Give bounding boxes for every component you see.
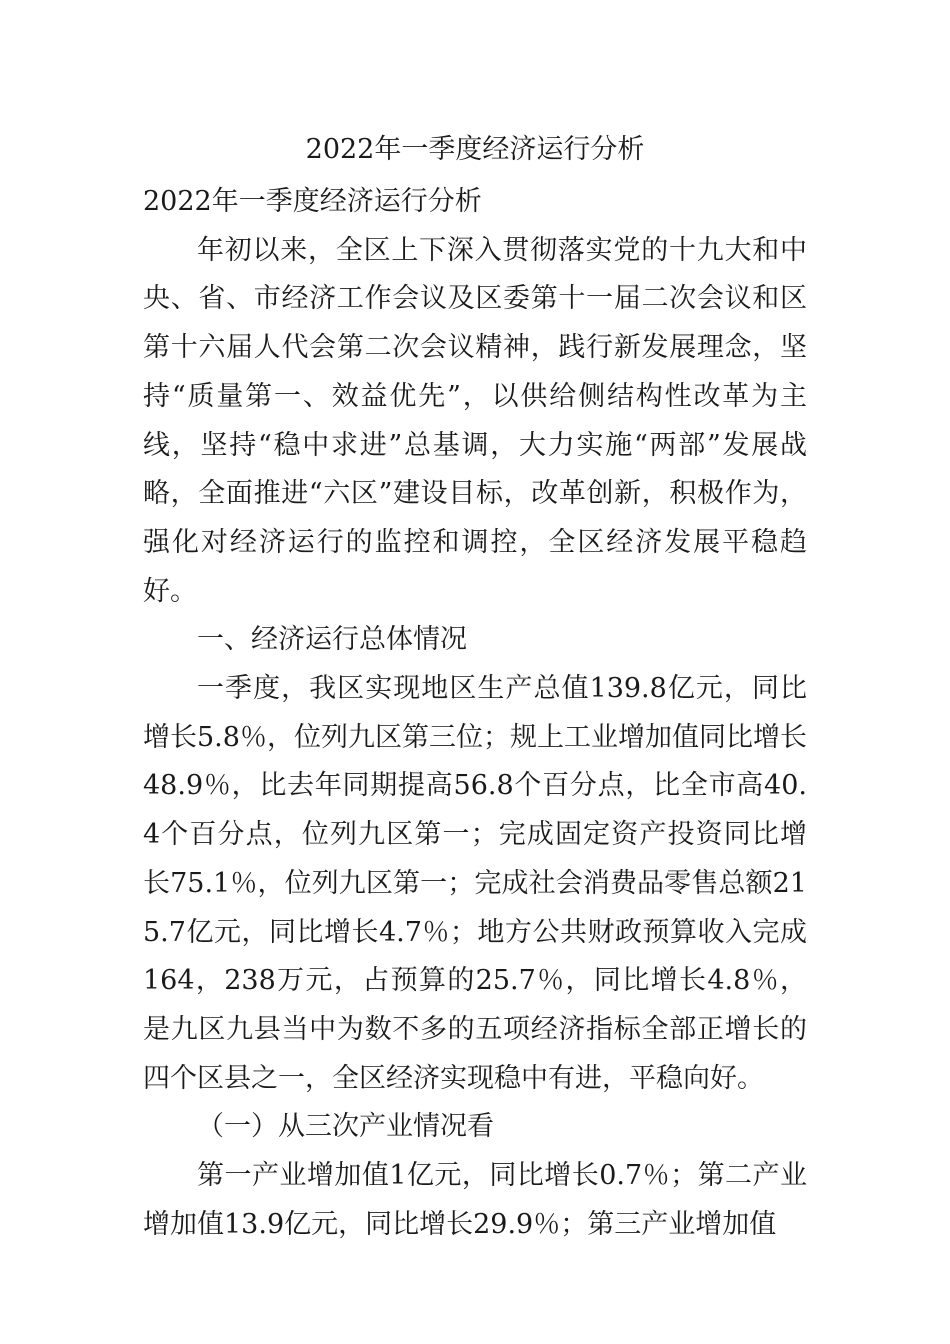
intro-paragraph: 年初以来，全区上下深入贯彻落实党的十九大和中央、省、市经济工作会议及区委第十一届二次会议和区第十六届人代会第二次会议精神，践行新发展理念，坚持“质量第一、效益优先”，以供给侧结构性改革为主线，坚持“稳中求进”总基调，大力实施“两部”发展战略，全面推进“六区”建设目标，改革创新，积极作为，强化对经济运行的监控和调控，全区经济发展平稳趋好。 bbox=[143, 234, 807, 607]
subsection-heading-industries: （一）从三次产业情况看 bbox=[197, 1111, 494, 1143]
document-subtitle: 2022年一季度经济运行分析 bbox=[143, 186, 482, 217]
section-heading-overall: 一、经济运行总体情况 bbox=[197, 624, 467, 656]
overall-paragraph: 一季度，我区实现地区生产总值139.8亿元，同比增长5.8％，位列九区第三位；规上工业增加值同比增长48.9％，比去年同期提高56.8个百分点，比全市高40.4个百分点，位列九区第一；完成固定资产投资同比增长75.1％，位列九区第一；完成社会消费品零售总额215.7亿元，同比增长4.7％；地方公共财政预算收入完成164，238万元，占预算的25.7％，同比增长4.8％，是九区九县当中为数不多的五项经济指标全部正增长的四个区县之一，全区经济实现稳中有进，平稳向好。 bbox=[143, 673, 807, 1094]
industries-paragraph: 第一产业增加值1亿元，同比增长0.7％；第二产业增加值13.9亿元，同比增长29.9％；第三产业增加值 bbox=[143, 1160, 807, 1240]
document-title: 2022年一季度经济运行分析 bbox=[305, 134, 645, 165]
document-body bbox=[143, 178, 807, 1249]
